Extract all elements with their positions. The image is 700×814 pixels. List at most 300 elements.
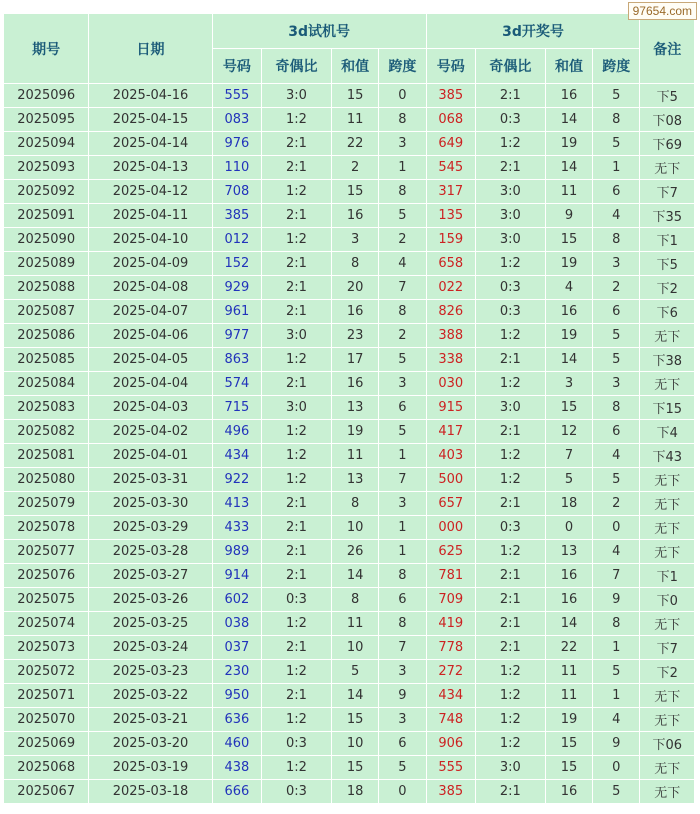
draw-span-cell: 2 bbox=[593, 492, 640, 516]
draw-span-cell: 5 bbox=[593, 348, 640, 372]
table-row bbox=[4, 252, 695, 276]
period-cell: 2025077 bbox=[4, 540, 89, 564]
note-cell: 无下 bbox=[640, 324, 695, 348]
date-cell: 2025-03-29 bbox=[89, 516, 212, 540]
draw-sum-cell: 14 bbox=[545, 156, 592, 180]
draw-sum-cell: 18 bbox=[545, 492, 592, 516]
draw-odd-even-cell: 2:1 bbox=[475, 588, 545, 612]
trial-span-cell: 8 bbox=[379, 300, 426, 324]
draw-odd-even-cell: 1:2 bbox=[475, 444, 545, 468]
trial-sum-cell: 15 bbox=[331, 84, 378, 108]
trial-span-cell: 8 bbox=[379, 564, 426, 588]
trial-odd-even-cell: 3:0 bbox=[262, 324, 332, 348]
note-cell: 下7 bbox=[640, 180, 695, 204]
draw-odd-even-cell: 1:2 bbox=[475, 732, 545, 756]
draw-number-cell: 022 bbox=[426, 276, 475, 300]
table-row bbox=[4, 492, 695, 516]
trial-sum-cell: 3 bbox=[331, 228, 378, 252]
trial-odd-even-cell: 2:1 bbox=[262, 492, 332, 516]
trial-number-cell: 012 bbox=[212, 228, 261, 252]
draw-odd-even-cell: 1:2 bbox=[475, 708, 545, 732]
trial-sum-cell: 26 bbox=[331, 540, 378, 564]
draw-odd-even-cell: 3:0 bbox=[475, 396, 545, 420]
draw-number-cell: 419 bbox=[426, 612, 475, 636]
trial-number-cell: 152 bbox=[212, 252, 261, 276]
trial-span-cell: 5 bbox=[379, 204, 426, 228]
draw-span-cell: 5 bbox=[593, 132, 640, 156]
trial-number-cell: 929 bbox=[212, 276, 261, 300]
draw-group-header: 3d开奖号 bbox=[426, 14, 640, 49]
trial-odd-even-cell: 1:2 bbox=[262, 420, 332, 444]
period-cell: 2025079 bbox=[4, 492, 89, 516]
draw-number-cell: 906 bbox=[426, 732, 475, 756]
date-cell: 2025-04-11 bbox=[89, 204, 212, 228]
trial-number-header: 号码 bbox=[212, 49, 261, 84]
period-cell: 2025093 bbox=[4, 156, 89, 180]
trial-number-cell: 574 bbox=[212, 372, 261, 396]
trial-span-cell: 5 bbox=[379, 420, 426, 444]
draw-number-cell: 555 bbox=[426, 756, 475, 780]
trial-span-cell: 3 bbox=[379, 660, 426, 684]
date-cell: 2025-03-18 bbox=[89, 780, 212, 804]
draw-number-cell: 434 bbox=[426, 684, 475, 708]
trial-odd-even-cell: 2:1 bbox=[262, 564, 332, 588]
table-row bbox=[4, 780, 695, 804]
date-header: 日期 bbox=[89, 14, 212, 84]
trial-span-cell: 7 bbox=[379, 276, 426, 300]
period-cell: 2025069 bbox=[4, 732, 89, 756]
note-cell: 无下 bbox=[640, 516, 695, 540]
period-header: 期号 bbox=[4, 14, 89, 84]
date-cell: 2025-04-07 bbox=[89, 300, 212, 324]
trial-sum-cell: 10 bbox=[331, 732, 378, 756]
trial-sum-cell: 14 bbox=[331, 564, 378, 588]
period-cell: 2025086 bbox=[4, 324, 89, 348]
trial-sum-header: 和值 bbox=[331, 49, 378, 84]
draw-sum-cell: 11 bbox=[545, 180, 592, 204]
date-cell: 2025-03-23 bbox=[89, 660, 212, 684]
note-header: 备注 bbox=[640, 14, 695, 84]
draw-span-cell: 1 bbox=[593, 684, 640, 708]
draw-sum-cell: 15 bbox=[545, 228, 592, 252]
trial-odd-even-cell: 1:2 bbox=[262, 108, 332, 132]
date-cell: 2025-04-01 bbox=[89, 444, 212, 468]
trial-span-cell: 3 bbox=[379, 492, 426, 516]
trial-sum-cell: 17 bbox=[331, 348, 378, 372]
trial-span-cell: 3 bbox=[379, 132, 426, 156]
trial-span-cell: 9 bbox=[379, 684, 426, 708]
draw-number-cell: 545 bbox=[426, 156, 475, 180]
draw-span-cell: 1 bbox=[593, 156, 640, 180]
trial-span-cell: 5 bbox=[379, 348, 426, 372]
draw-sum-cell: 15 bbox=[545, 732, 592, 756]
draw-odd-even-cell: 3:0 bbox=[475, 180, 545, 204]
table-row bbox=[4, 108, 695, 132]
draw-sum-cell: 15 bbox=[545, 396, 592, 420]
trial-span-cell: 1 bbox=[379, 444, 426, 468]
table-row bbox=[4, 444, 695, 468]
date-cell: 2025-04-10 bbox=[89, 228, 212, 252]
draw-odd-even-cell: 3:0 bbox=[475, 756, 545, 780]
draw-sum-cell: 16 bbox=[545, 84, 592, 108]
trial-number-cell: 438 bbox=[212, 756, 261, 780]
draw-odd-even-cell: 2:1 bbox=[475, 780, 545, 804]
note-cell: 下06 bbox=[640, 732, 695, 756]
results-body bbox=[4, 84, 695, 804]
trial-number-cell: 230 bbox=[212, 660, 261, 684]
draw-number-cell: 030 bbox=[426, 372, 475, 396]
table-row bbox=[4, 372, 695, 396]
trial-sum-cell: 19 bbox=[331, 420, 378, 444]
draw-sum-cell: 22 bbox=[545, 636, 592, 660]
note-cell: 下7 bbox=[640, 636, 695, 660]
trial-odd-even-cell: 2:1 bbox=[262, 252, 332, 276]
draw-sum-cell: 4 bbox=[545, 276, 592, 300]
lottery-results-table bbox=[3, 13, 695, 804]
draw-odd-even-header: 奇偶比 bbox=[475, 49, 545, 84]
table-row bbox=[4, 276, 695, 300]
table-row bbox=[4, 132, 695, 156]
date-cell: 2025-03-27 bbox=[89, 564, 212, 588]
note-cell: 下43 bbox=[640, 444, 695, 468]
trial-number-cell: 038 bbox=[212, 612, 261, 636]
table-row bbox=[4, 636, 695, 660]
draw-number-cell: 748 bbox=[426, 708, 475, 732]
draw-sum-cell: 11 bbox=[545, 684, 592, 708]
draw-sum-cell: 16 bbox=[545, 564, 592, 588]
note-cell: 无下 bbox=[640, 156, 695, 180]
draw-span-cell: 3 bbox=[593, 372, 640, 396]
table-row bbox=[4, 684, 695, 708]
trial-odd-even-cell: 2:1 bbox=[262, 372, 332, 396]
trial-odd-even-cell: 1:2 bbox=[262, 612, 332, 636]
draw-number-cell: 068 bbox=[426, 108, 475, 132]
period-cell: 2025073 bbox=[4, 636, 89, 660]
trial-odd-even-cell: 2:1 bbox=[262, 204, 332, 228]
draw-odd-even-cell: 2:1 bbox=[475, 348, 545, 372]
period-cell: 2025096 bbox=[4, 84, 89, 108]
trial-sum-cell: 8 bbox=[331, 588, 378, 612]
draw-number-cell: 915 bbox=[426, 396, 475, 420]
note-cell: 无下 bbox=[640, 684, 695, 708]
draw-span-cell: 5 bbox=[593, 84, 640, 108]
draw-span-cell: 4 bbox=[593, 444, 640, 468]
period-cell: 2025087 bbox=[4, 300, 89, 324]
trial-sum-cell: 2 bbox=[331, 156, 378, 180]
table-row bbox=[4, 732, 695, 756]
draw-number-cell: 385 bbox=[426, 780, 475, 804]
trial-odd-even-cell: 3:0 bbox=[262, 84, 332, 108]
draw-odd-even-cell: 1:2 bbox=[475, 372, 545, 396]
draw-sum-cell: 0 bbox=[545, 516, 592, 540]
note-cell: 下4 bbox=[640, 420, 695, 444]
date-cell: 2025-03-30 bbox=[89, 492, 212, 516]
draw-sum-cell: 12 bbox=[545, 420, 592, 444]
table-row bbox=[4, 396, 695, 420]
trial-odd-even-cell: 0:3 bbox=[262, 588, 332, 612]
trial-span-cell: 7 bbox=[379, 636, 426, 660]
trial-span-cell: 8 bbox=[379, 108, 426, 132]
draw-number-cell: 781 bbox=[426, 564, 475, 588]
table-row bbox=[4, 324, 695, 348]
draw-odd-even-cell: 2:1 bbox=[475, 492, 545, 516]
trial-number-cell: 110 bbox=[212, 156, 261, 180]
period-cell: 2025068 bbox=[4, 756, 89, 780]
trial-number-cell: 433 bbox=[212, 516, 261, 540]
draw-number-cell: 658 bbox=[426, 252, 475, 276]
trial-number-cell: 434 bbox=[212, 444, 261, 468]
trial-sum-cell: 11 bbox=[331, 612, 378, 636]
trial-span-cell: 5 bbox=[379, 756, 426, 780]
draw-span-cell: 4 bbox=[593, 204, 640, 228]
trial-sum-cell: 11 bbox=[331, 444, 378, 468]
trial-odd-even-cell: 1:2 bbox=[262, 180, 332, 204]
draw-sum-cell: 3 bbox=[545, 372, 592, 396]
trial-odd-even-cell: 2:1 bbox=[262, 540, 332, 564]
draw-span-cell: 0 bbox=[593, 756, 640, 780]
draw-span-cell: 5 bbox=[593, 324, 640, 348]
trial-span-cell: 1 bbox=[379, 156, 426, 180]
draw-sum-cell: 19 bbox=[545, 708, 592, 732]
draw-span-cell: 6 bbox=[593, 420, 640, 444]
draw-number-cell: 159 bbox=[426, 228, 475, 252]
table-row bbox=[4, 156, 695, 180]
draw-number-cell: 317 bbox=[426, 180, 475, 204]
date-cell: 2025-04-04 bbox=[89, 372, 212, 396]
note-cell: 下08 bbox=[640, 108, 695, 132]
draw-sum-cell: 19 bbox=[545, 324, 592, 348]
draw-sum-cell: 15 bbox=[545, 756, 592, 780]
draw-odd-even-cell: 0:3 bbox=[475, 276, 545, 300]
draw-span-cell: 5 bbox=[593, 468, 640, 492]
trial-number-cell: 863 bbox=[212, 348, 261, 372]
trial-sum-cell: 10 bbox=[331, 516, 378, 540]
trial-span-cell: 6 bbox=[379, 396, 426, 420]
trial-odd-even-cell: 0:3 bbox=[262, 732, 332, 756]
draw-number-cell: 385 bbox=[426, 84, 475, 108]
trial-sum-cell: 13 bbox=[331, 468, 378, 492]
trial-number-cell: 083 bbox=[212, 108, 261, 132]
draw-span-cell: 8 bbox=[593, 612, 640, 636]
period-cell: 2025080 bbox=[4, 468, 89, 492]
draw-sum-header: 和值 bbox=[545, 49, 592, 84]
trial-sum-cell: 5 bbox=[331, 660, 378, 684]
note-cell: 下15 bbox=[640, 396, 695, 420]
draw-span-cell: 6 bbox=[593, 180, 640, 204]
trial-number-cell: 413 bbox=[212, 492, 261, 516]
date-cell: 2025-04-06 bbox=[89, 324, 212, 348]
trial-odd-even-cell: 1:2 bbox=[262, 444, 332, 468]
note-cell: 下38 bbox=[640, 348, 695, 372]
period-cell: 2025075 bbox=[4, 588, 89, 612]
trial-number-cell: 922 bbox=[212, 468, 261, 492]
note-cell: 下6 bbox=[640, 300, 695, 324]
draw-sum-cell: 7 bbox=[545, 444, 592, 468]
note-cell: 下1 bbox=[640, 228, 695, 252]
trial-sum-cell: 11 bbox=[331, 108, 378, 132]
draw-number-header: 号码 bbox=[426, 49, 475, 84]
draw-sum-cell: 16 bbox=[545, 780, 592, 804]
trial-odd-even-cell: 1:2 bbox=[262, 660, 332, 684]
trial-odd-even-cell: 2:1 bbox=[262, 132, 332, 156]
period-cell: 2025081 bbox=[4, 444, 89, 468]
draw-span-cell: 9 bbox=[593, 732, 640, 756]
period-cell: 2025092 bbox=[4, 180, 89, 204]
draw-span-cell: 8 bbox=[593, 396, 640, 420]
trial-sum-cell: 14 bbox=[331, 684, 378, 708]
draw-number-cell: 403 bbox=[426, 444, 475, 468]
trial-number-cell: 950 bbox=[212, 684, 261, 708]
period-cell: 2025094 bbox=[4, 132, 89, 156]
draw-number-cell: 417 bbox=[426, 420, 475, 444]
date-cell: 2025-04-05 bbox=[89, 348, 212, 372]
draw-odd-even-cell: 0:3 bbox=[475, 108, 545, 132]
draw-span-cell: 5 bbox=[593, 780, 640, 804]
period-cell: 2025095 bbox=[4, 108, 89, 132]
draw-odd-even-cell: 2:1 bbox=[475, 84, 545, 108]
trial-span-cell: 0 bbox=[379, 84, 426, 108]
draw-sum-cell: 13 bbox=[545, 540, 592, 564]
draw-odd-even-cell: 1:2 bbox=[475, 324, 545, 348]
trial-odd-even-header: 奇偶比 bbox=[262, 49, 332, 84]
date-cell: 2025-04-09 bbox=[89, 252, 212, 276]
date-cell: 2025-03-28 bbox=[89, 540, 212, 564]
note-cell: 下5 bbox=[640, 252, 695, 276]
period-cell: 2025067 bbox=[4, 780, 89, 804]
trial-number-cell: 666 bbox=[212, 780, 261, 804]
draw-span-cell: 8 bbox=[593, 228, 640, 252]
period-cell: 2025071 bbox=[4, 684, 89, 708]
trial-odd-even-cell: 2:1 bbox=[262, 276, 332, 300]
trial-span-cell: 8 bbox=[379, 180, 426, 204]
trial-span-cell: 1 bbox=[379, 516, 426, 540]
trial-span-cell: 8 bbox=[379, 612, 426, 636]
draw-odd-even-cell: 1:2 bbox=[475, 132, 545, 156]
period-cell: 2025072 bbox=[4, 660, 89, 684]
trial-number-cell: 715 bbox=[212, 396, 261, 420]
trial-number-cell: 037 bbox=[212, 636, 261, 660]
period-cell: 2025082 bbox=[4, 420, 89, 444]
draw-span-cell: 1 bbox=[593, 636, 640, 660]
draw-span-cell: 5 bbox=[593, 660, 640, 684]
date-cell: 2025-04-14 bbox=[89, 132, 212, 156]
note-cell: 下0 bbox=[640, 588, 695, 612]
table-row bbox=[4, 540, 695, 564]
draw-odd-even-cell: 1:2 bbox=[475, 660, 545, 684]
draw-sum-cell: 9 bbox=[545, 204, 592, 228]
trial-sum-cell: 8 bbox=[331, 492, 378, 516]
trial-odd-even-cell: 3:0 bbox=[262, 396, 332, 420]
note-cell: 无下 bbox=[640, 468, 695, 492]
draw-sum-cell: 14 bbox=[545, 108, 592, 132]
draw-odd-even-cell: 2:1 bbox=[475, 564, 545, 588]
trial-sum-cell: 13 bbox=[331, 396, 378, 420]
draw-number-cell: 625 bbox=[426, 540, 475, 564]
trial-sum-cell: 8 bbox=[331, 252, 378, 276]
period-cell: 2025084 bbox=[4, 372, 89, 396]
trial-span-cell: 6 bbox=[379, 588, 426, 612]
trial-span-cell: 1 bbox=[379, 540, 426, 564]
note-cell: 无下 bbox=[640, 612, 695, 636]
draw-span-cell: 6 bbox=[593, 300, 640, 324]
trial-number-cell: 555 bbox=[212, 84, 261, 108]
trial-odd-even-cell: 2:1 bbox=[262, 516, 332, 540]
trial-odd-even-cell: 2:1 bbox=[262, 684, 332, 708]
trial-span-cell: 4 bbox=[379, 252, 426, 276]
trial-span-cell: 2 bbox=[379, 324, 426, 348]
draw-number-cell: 338 bbox=[426, 348, 475, 372]
draw-sum-cell: 16 bbox=[545, 588, 592, 612]
trial-span-cell: 7 bbox=[379, 468, 426, 492]
note-cell: 下2 bbox=[640, 276, 695, 300]
draw-span-cell: 9 bbox=[593, 588, 640, 612]
trial-odd-even-cell: 0:3 bbox=[262, 780, 332, 804]
draw-number-cell: 657 bbox=[426, 492, 475, 516]
table-row bbox=[4, 516, 695, 540]
table-row bbox=[4, 204, 695, 228]
period-cell: 2025070 bbox=[4, 708, 89, 732]
draw-number-cell: 272 bbox=[426, 660, 475, 684]
note-cell: 无下 bbox=[640, 540, 695, 564]
draw-span-cell: 3 bbox=[593, 252, 640, 276]
date-cell: 2025-04-12 bbox=[89, 180, 212, 204]
trial-sum-cell: 10 bbox=[331, 636, 378, 660]
trial-sum-cell: 15 bbox=[331, 708, 378, 732]
trial-sum-cell: 15 bbox=[331, 180, 378, 204]
table-row bbox=[4, 660, 695, 684]
draw-number-cell: 826 bbox=[426, 300, 475, 324]
draw-sum-cell: 19 bbox=[545, 132, 592, 156]
period-cell: 2025089 bbox=[4, 252, 89, 276]
draw-odd-even-cell: 0:3 bbox=[475, 300, 545, 324]
trial-number-cell: 460 bbox=[212, 732, 261, 756]
draw-span-header: 跨度 bbox=[593, 49, 640, 84]
draw-span-cell: 4 bbox=[593, 708, 640, 732]
note-cell: 下1 bbox=[640, 564, 695, 588]
site-watermark: 97654.com bbox=[628, 2, 697, 20]
date-cell: 2025-03-20 bbox=[89, 732, 212, 756]
trial-sum-cell: 16 bbox=[331, 204, 378, 228]
note-cell: 下35 bbox=[640, 204, 695, 228]
period-cell: 2025074 bbox=[4, 612, 89, 636]
date-cell: 2025-03-25 bbox=[89, 612, 212, 636]
draw-odd-even-cell: 1:2 bbox=[475, 468, 545, 492]
date-cell: 2025-04-02 bbox=[89, 420, 212, 444]
draw-sum-cell: 14 bbox=[545, 348, 592, 372]
table-row bbox=[4, 564, 695, 588]
trial-number-cell: 496 bbox=[212, 420, 261, 444]
table-row bbox=[4, 708, 695, 732]
draw-number-cell: 709 bbox=[426, 588, 475, 612]
draw-odd-even-cell: 2:1 bbox=[475, 612, 545, 636]
trial-span-cell: 6 bbox=[379, 732, 426, 756]
draw-sum-cell: 16 bbox=[545, 300, 592, 324]
trial-span-cell: 0 bbox=[379, 780, 426, 804]
draw-sum-cell: 11 bbox=[545, 660, 592, 684]
table-row bbox=[4, 468, 695, 492]
note-cell: 下69 bbox=[640, 132, 695, 156]
draw-span-cell: 0 bbox=[593, 516, 640, 540]
draw-number-cell: 778 bbox=[426, 636, 475, 660]
date-cell: 2025-04-13 bbox=[89, 156, 212, 180]
trial-odd-even-cell: 2:1 bbox=[262, 636, 332, 660]
period-cell: 2025085 bbox=[4, 348, 89, 372]
trial-number-cell: 977 bbox=[212, 324, 261, 348]
draw-odd-even-cell: 0:3 bbox=[475, 516, 545, 540]
trial-span-header: 跨度 bbox=[379, 49, 426, 84]
date-cell: 2025-03-21 bbox=[89, 708, 212, 732]
date-cell: 2025-03-24 bbox=[89, 636, 212, 660]
